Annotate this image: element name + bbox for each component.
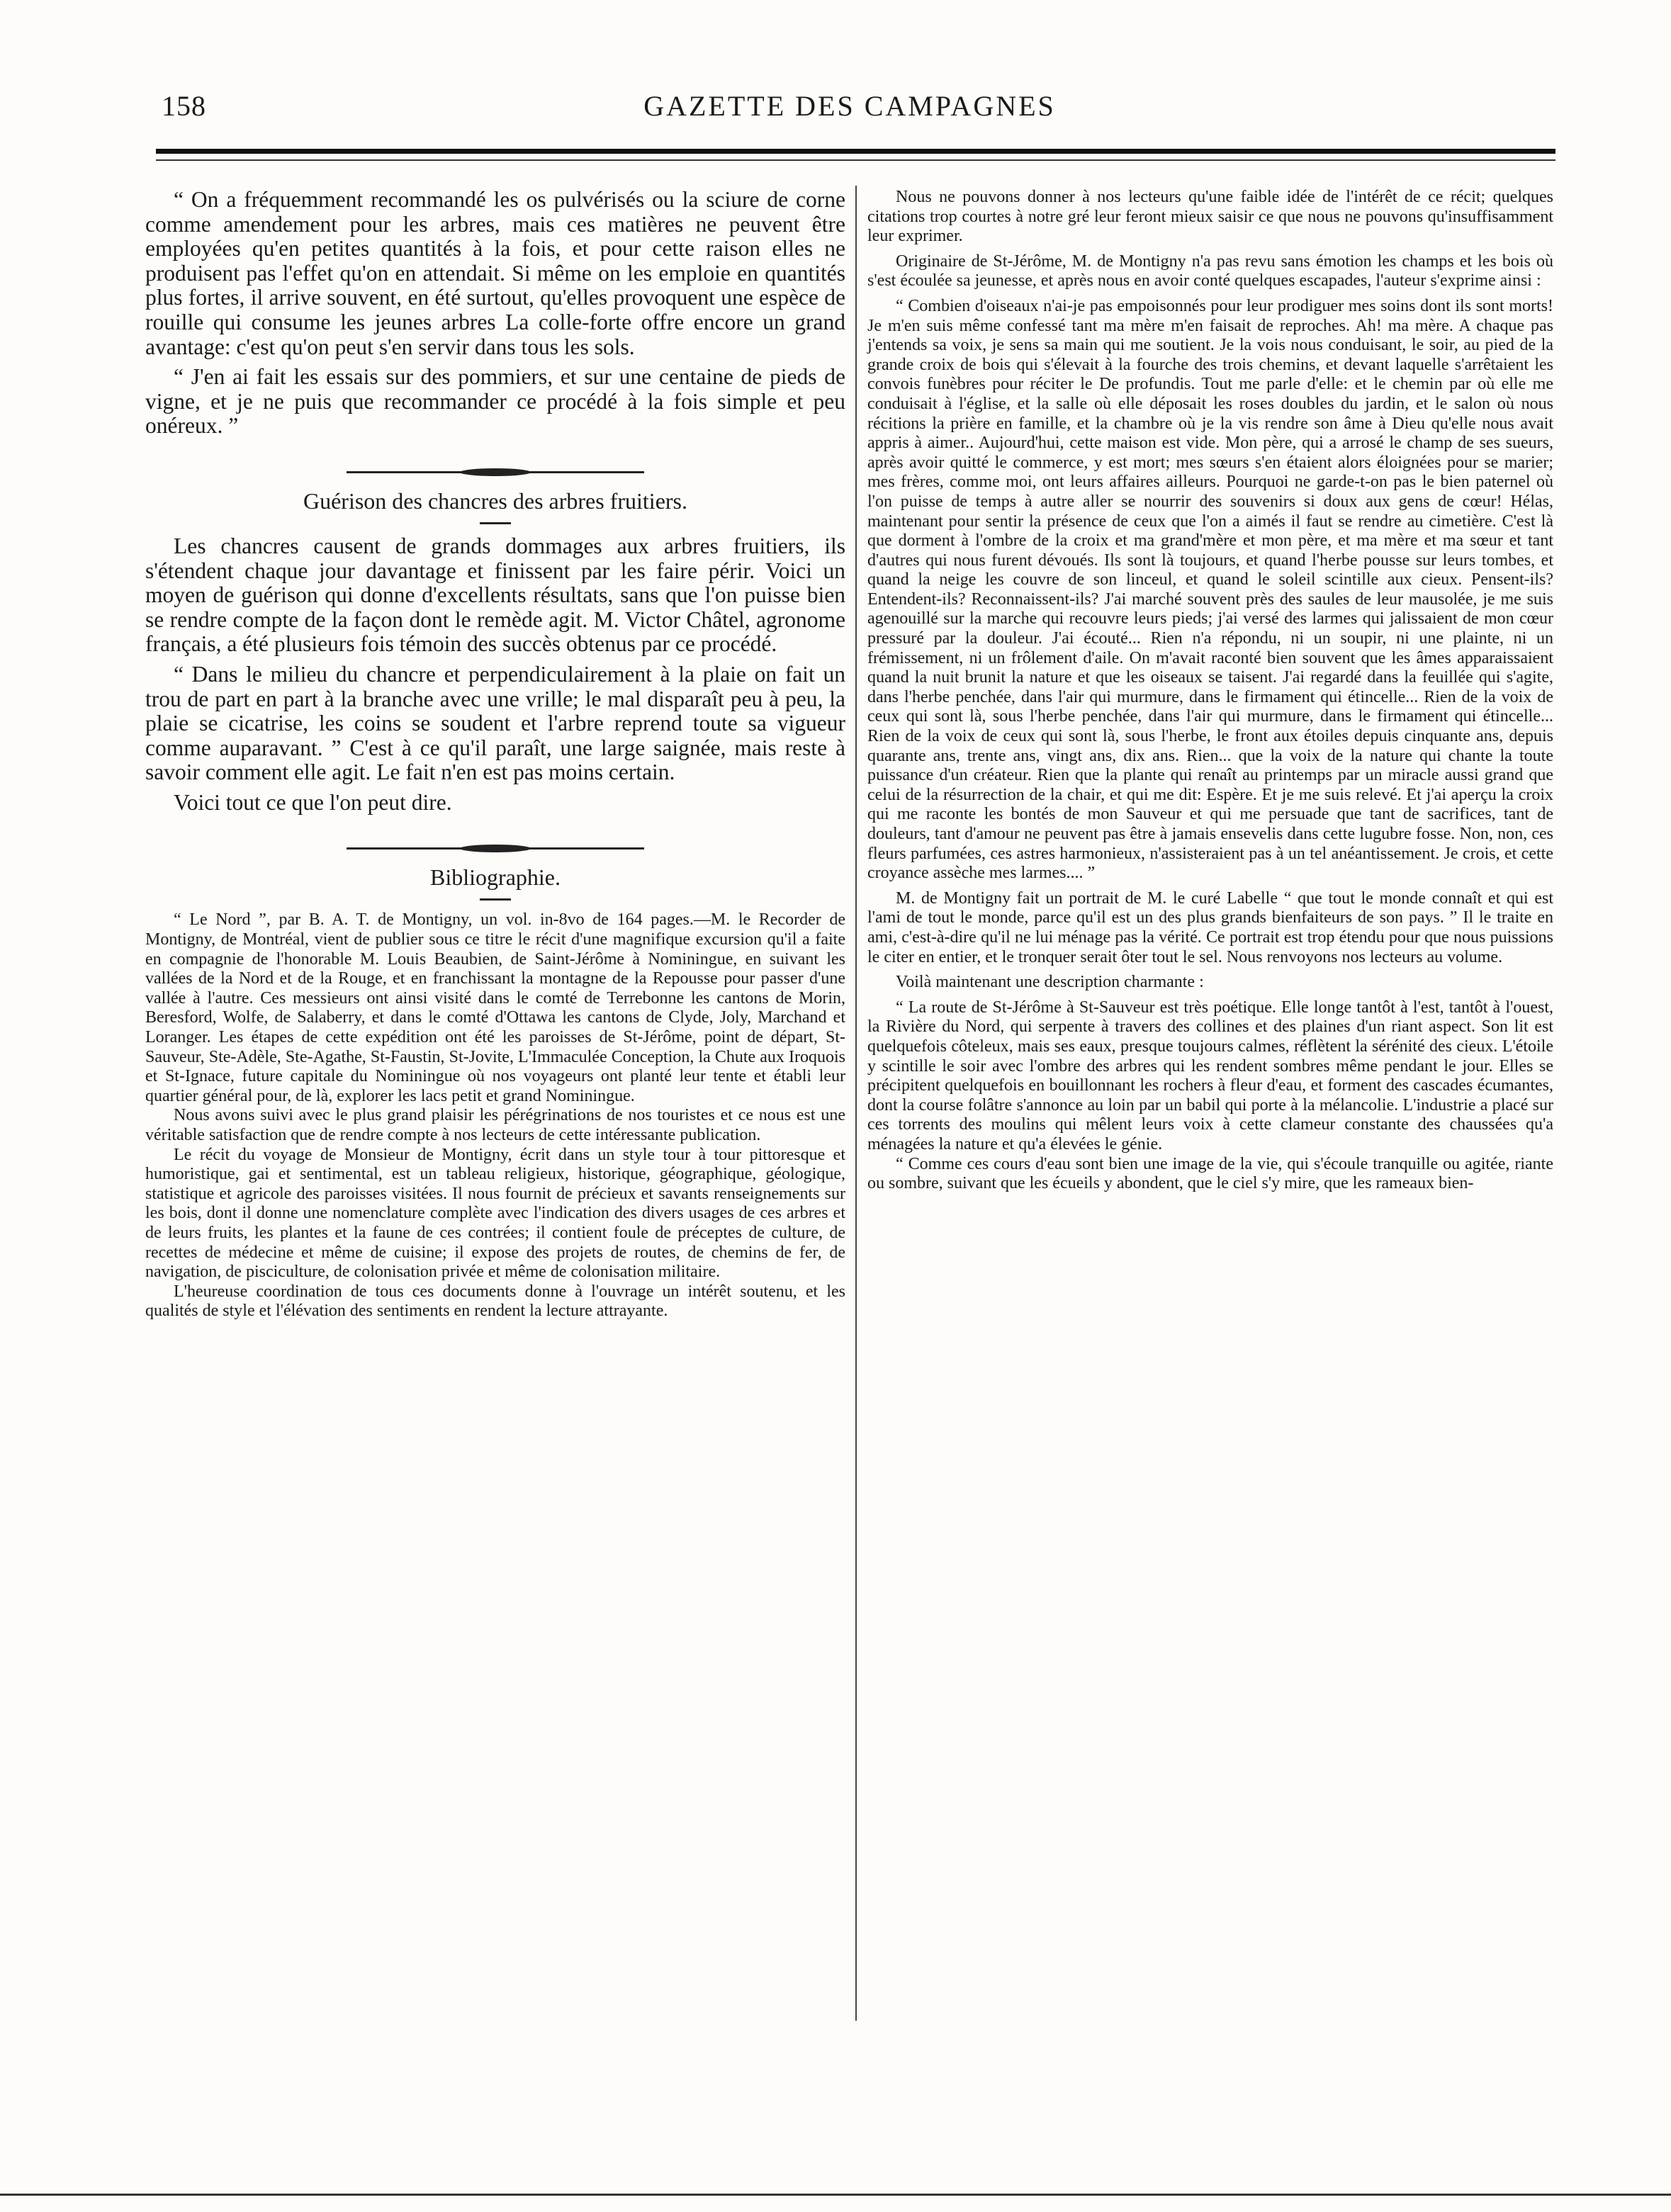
- right-paragraph-3: “ Combien d'oiseaux n'ai-je pas empoisonnés pour leur prodiguer mes soins dont ils sont morts! Je m'en suis même confessé tant ma mère m'en faisait de reproches. Ah! ma mère. A chaque pas j'entends sa voix, je sens sa main qui me soutient. Je la vois nous conduisant, le soir, au pied de la grande croix de bois qui s'élevait à la fourche des trois chemins, et devant laquelle s'arrêtaient les convois funèbres pour réciter le De profundis. Tout me parle d'elle: et le chemin par où elle me conduisait à l'église, et la salle où elle déposait les roses doubles du jardin, et le salon où nous récitions la prière en famille, et la chambre où je la vis rendre son âme à Dieu qu'elle nous avait appris à aimer.. Aujourd'hui, cette maison est vide. Mon père, qui a arrosé le champ de ses sueurs, après avoir quitté le commerce, y est mort; mes sœurs s'en étaient alors éloignées pour se marier; mes frères, comme moi, ont leurs affaires ailleurs. Pourquoi ne garde-t-on pas le bien paternel où l'on puisse de temps à autre aller se nourrir des souvenirs si doux aux gens de cœur! Hélas, maintenant pour sentir la présence de ceux que l'on a aimés il faut se rendre au cimetière. C'est là que dorment à l'ombre de la croix et ma grand'mère et mon père, et ma mère et ma sœur et tant d'autres qui nous furent dévoués. Ils sont là toujours, et quand l'herbe pousse sur leurs tombes, et quand la neige les couvre de son linceul, et quand le soleil scintille aux cieux. Pensent-ils? Entendent-ils? Reconnaissent-ils? J'ai marché souvent près des saules de leur mausolée, je me suis agenouillé sur la marche qui recouvre leurs pieds; j'ai versé des larmes qui jalissaient de mon cœur pressuré par la douleur. J'ai écouté... Rien n'a répondu, ni un soupir, ni une plainte, ni un frémissement, ni un frôlement d'aile. On m'avait raconté bien souvent que les âmes apparaissaient quand la nuit brunit la nature et que les oiseaux se taisent. J'ai regardé dans la feuillée qui s'agite, dans l'herbe penchée, dans l'air qui murmure, dans le firmament qui étincelle... Rien de la voix de ceux qui sont là, sous l'herbe penchée, dans l'air qui murmure, dans le firmament qui étincelle... Rien de la voix de ceux qui sont là, sous l'herbe, le front aux étoiles depuis cinquante ans, depuis quarante ans, trente ans, vingt ans, dix ans. Rien... que la voix de la nature qui chante la toute puissance d'un créateur. Rien que la plante qui renaît au printemps par un miracle aussi grand que celui de la résurrection de la chair, et qui me dit: Espère. Et je me suis relevé. Et j'ai aperçu la croix qui me raconte les bontés de mon Sauveur et qui me persuade que tant de sacrifices, tant de douleurs, tant d'amour ne peuvent pas être à jamais ensevelis dans cette lugubre fosse. Non, non, ces fleurs parfumées, ces astres harmonieux, n'assisteraient pas à un tel anéantissement. Je crois, et cette croyance assèche mes larmes.... ”: [867, 296, 1553, 883]
- title-dash: [480, 522, 511, 524]
- right-column: [867, 188, 1553, 1194]
- section-ornament: [347, 840, 644, 857]
- bottom-rule: [0, 2194, 1671, 2196]
- left-paragraph-3: Les chancres causent de grands dommages aux arbres fruitiers, ils s'étendent chaque jour davantage et finissent par les faire périr. Voici un moyen de guérison qui donne d'excellents résultats, sans que l'on puisse bien se rendre compte de la façon dont le remède agit. M. Victor Châtel, agronome français, a été plusieurs fois témoin des succès obtenus par ce procédé.: [145, 533, 845, 657]
- left-paragraph-7: Nous avons suivi avec le plus grand plaisir les pérégrinations de nos touristes et ce nous est une véritable satisfaction que de rendre compte à nos lecteurs de cette intéressante publication.: [145, 1106, 845, 1144]
- right-paragraph-6: “ La route de St-Jérôme à St-Sauveur est très poétique. Elle longe tantôt à l'est, tantôt à l'ouest, la Rivière du Nord, qui serpente à travers des collines et des plaines d'un riant aspect. Son lit est quelquefois côteleux, mais ses eaux, presque toujours calmes, réflètent la sérénité des cieux. L'étoile y scintille le soir avec l'ombre des arbres qui les rendent sombres même pendant le jour. Elles se précipitent quelquefois en bouillonnant les rochers à fleur d'eau, et forment des cascades écumantes, dont la course folâtre s'annonce au loin par un babil qui porte à la mélancolie. L'industrie a placé sur ces torrents des moulins qui mêlent leurs voix à cette clameur constante des chaussées qu'a ménagées la nature et qu'a élevées le génie.: [867, 998, 1553, 1153]
- right-paragraph-4: M. de Montigny fait un portrait de M. le curé Labelle “ que tout le monde connaît et qui est l'ami de tout le monde, parce qu'il est un des plus grands bienfaiteurs de son pays. ” Il le traite en ami, c'est-à-dire qu'il ne lui ménage pas la vérité. Ce portrait est trop étendu pour que nous puissions le citer en entier, et le tronquer serait ôter tout le sel. Nous renvoyons nos lecteurs au volume.: [867, 888, 1553, 966]
- title-dash: [480, 898, 511, 901]
- left-paragraph-2: “ J'en ai fait les essais sur des pommiers, et sur une centaine de pieds de vigne, et je ne puis que recommander ce procédé à la fois simple et peu onéreux. ”: [145, 364, 845, 439]
- page-header: [145, 78, 1555, 135]
- left-column: [145, 188, 845, 1321]
- right-paragraph-7: “ Comme ces cours d'eau sont bien une image de la vie, qui s'écoule tranquille ou agitée, riante ou sombre, suivant que les écueils y abondent, que le ciel s'y mire, que les rameaux bien-: [867, 1154, 1553, 1193]
- page-number: 158: [162, 90, 206, 122]
- section-title-bibliographie: Bibliographie.: [430, 864, 561, 891]
- left-paragraph-9: L'heureuse coordination de tous ces documents donne à l'ouvrage un intérêt soutenu, et les qualités de style et l'élévation des sentiments en rendent la lecture attrayante.: [145, 1282, 845, 1321]
- left-paragraph-5: Voici tout ce que l'on peut dire.: [174, 789, 452, 815]
- left-paragraph-8: Le récit du voyage de Monsieur de Montigny, écrit dans un style tour à tour pittoresque et humoristique, gai et sentimental, est un tableau religieux, historique, géographique, géologique, statistique et agricole des paroisses visitées. Il nous fournit de précieux et savants renseignements sur les bois, dont il donne une nomenclature complète avec l'indication des divers usages de ces arbres et de leurs fruits, les plantes et la faune de ces contrées; il contient foule de préceptes de culture, de recettes de médecine et même de cuisine; il expose des projets de routes, de chemins de fer, de navigation, de pisciculture, de colonisation privée et même de colonisation militaire.: [145, 1145, 845, 1282]
- section-title-chancres: Guérison des chancres des arbres fruitiers.: [303, 487, 687, 514]
- header-rule-thin: [156, 159, 1555, 161]
- right-paragraph-2: Originaire de St-Jérôme, M. de Montigny n'a pas revu sans émotion les champs et les bois où s'est écoulée sa jeunesse, et après nous en avoir conté quelques escapades, l'auteur s'exprime ainsi :: [867, 252, 1553, 290]
- column-divider: [855, 186, 857, 2021]
- left-paragraph-4: “ Dans le milieu du chancre et perpendiculairement à la plaie on fait un trou de part en part à la branche avec une vrille; le mal disparaît peu à peu, la plaie se cicatrise, les coins se soudent et l'arbre reprend toute sa vigueur comme auparavant. ” C'est à ce qu'il paraît, une large saignée, mais reste à savoir comment elle agit. Le fait n'en est pas moins certain.: [145, 661, 845, 785]
- right-paragraph-5: Voilà maintenant une description charmante :: [896, 973, 1204, 992]
- header-rule-thick: [156, 149, 1555, 154]
- section-ornament: [347, 464, 644, 481]
- right-paragraph-1: Nous ne pouvons donner à nos lecteurs qu'une faible idée de l'intérêt de ce récit; quelques citations trop courtes à notre gré leur feront mieux saisir ce que nous ne pouvons qu'insuffisamment leur exprimer.: [867, 188, 1553, 246]
- left-paragraph-1: “ On a fréquemment recommandé les os pulvérisés ou la sciure de corne comme amendement pour les arbres, mais ces matières ne peuvent être employées qu'en petites quantités à la fois, et pour cette raison elles ne produisent pas l'effet qu'on en attendait. Si même on les emploie en quantités plus fortes, il arrive souvent, en été surtout, qu'elles provoquent une espèce de rouille qui consume les jeunes arbres La colle-forte offre encore un grand avantage: c'est qu'on peut s'en servir dans tous les sols.: [145, 187, 845, 359]
- page-title: GAZETTE DES CAMPAGNES: [643, 90, 1056, 122]
- left-paragraph-6: “ Le Nord ”, par B. A. T. de Montigny, un vol. in-8vo de 164 pages.—M. le Recorder de Montigny, de Montréal, vient de publier sous ce titre le récit d'une magnifique excursion qu'il a faite en compagnie de l'honorable M. Louis Beaubien, de Saint-Jérôme à Nominingue, en suivant les vallées de la Nord et de la Rouge, et en franchissant la montagne de la Repousse pour passer d'une vallée à l'autre. Ces messieurs ont ainsi visité dans le comté de Terrebonne les cantons de Morin, Beresford, Wolfe, de Salaberry, et dans le comté d'Ottawa les cantons de Clyde, Joly, Marchand et Loranger. Les étapes de cette expédition ont été les paroisses de St-Jérôme, point de départ, St-Sauveur, Ste-Adèle, Ste-Agathe, St-Faustin, St-Jovite, L'Immaculée Conception, la Chute aux Iroquois et St-Ignace, future capitale du Nominingue où nos voyageurs ont planté leur tente et établi leur quartier général pour, de là, explorer les lacs petit et grand Nominingue.: [145, 910, 845, 1105]
